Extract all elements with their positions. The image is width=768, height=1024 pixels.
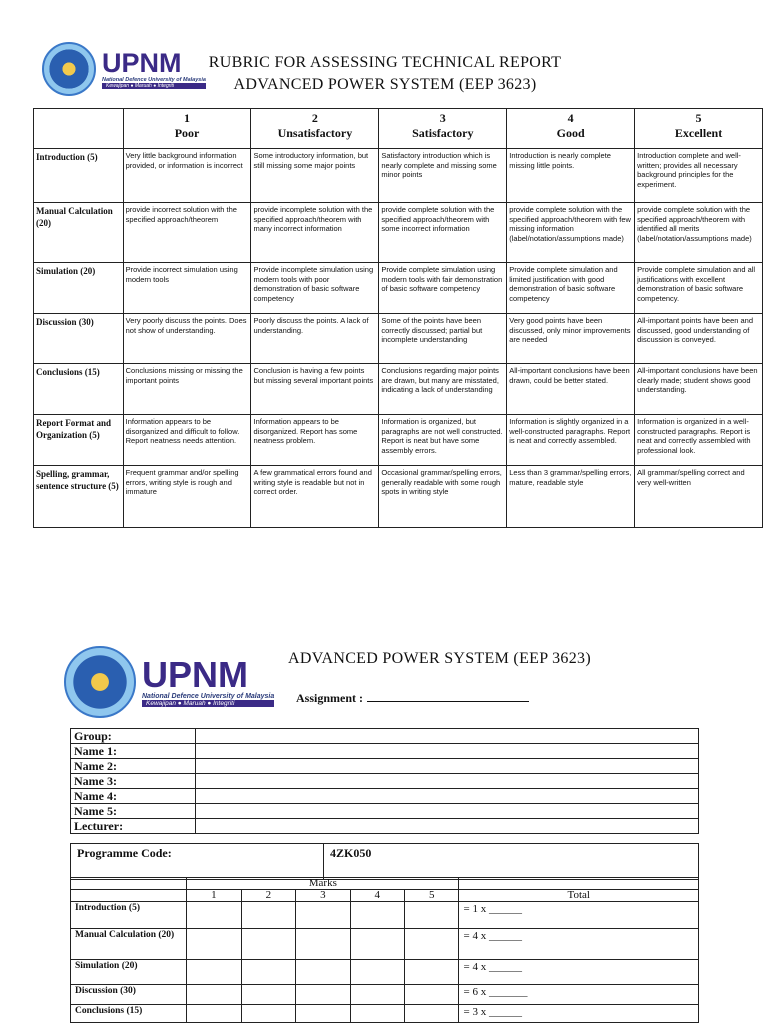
- score-cell[interactable]: [405, 929, 459, 960]
- logo-tagline: Kewajipan ● Maruah ● Integriti: [142, 700, 274, 707]
- upnm-logo-bottom: [64, 646, 274, 718]
- name-row: [71, 819, 699, 834]
- rubric-cell: provide complete solution with the specified approach/theorem with few missing information (label/notation/assumptions made): [507, 203, 635, 263]
- rubric-cell: Introduction is nearly complete missing little points.: [507, 149, 635, 203]
- score-cell[interactable]: [241, 985, 295, 1005]
- name-row: [71, 804, 699, 819]
- marks-criterion: Simulation (20): [71, 960, 187, 985]
- rubric-cell: Information is organized in a well-constructed paragraphs. Report is neat and correctly assembled with professional look.: [635, 415, 763, 466]
- rubric-cell: provide incorrect solution with the specified approach/theorem: [123, 203, 251, 263]
- score-cell[interactable]: [296, 985, 350, 1005]
- score-cell[interactable]: [350, 902, 404, 929]
- criterion-label: Discussion (30): [34, 314, 124, 364]
- logo-tagline: Kewajipan ● Maruah ● Integriti: [102, 83, 206, 89]
- rubric-header-row: [34, 109, 763, 149]
- score-header: 1: [187, 890, 241, 902]
- marks-score-row: [71, 890, 699, 902]
- score-cell[interactable]: [241, 1005, 295, 1023]
- name-input-cell[interactable]: [196, 774, 699, 789]
- marks-row: [71, 985, 699, 1005]
- assignment-label: Assignment :: [296, 691, 364, 705]
- name-label: Name 1:: [71, 744, 196, 759]
- rubric-cell: Some introductory information, but still missing some major points: [251, 149, 379, 203]
- score-cell[interactable]: [296, 902, 350, 929]
- name-label: Name 3:: [71, 774, 196, 789]
- name-row: [71, 744, 699, 759]
- level-header: 3 Satisfactory: [379, 109, 507, 149]
- rubric-row: [34, 364, 763, 415]
- rubric-cell: Very little background information provided, or information is incorrect: [123, 149, 251, 203]
- marks-table: [70, 877, 699, 1023]
- score-cell[interactable]: [405, 985, 459, 1005]
- assignment-field: [296, 690, 529, 706]
- group-names-table: [70, 728, 699, 834]
- name-row: [71, 774, 699, 789]
- rubric-cell: Less than 3 grammar/spelling errors, mature, readable style: [507, 466, 635, 528]
- programme-code-label: Programme Code:: [71, 844, 324, 880]
- score-cell[interactable]: [405, 960, 459, 985]
- name-row: [71, 759, 699, 774]
- marks-criterion: Introduction (5): [71, 902, 187, 929]
- score-header: 5: [405, 890, 459, 902]
- rubric-cell: Conclusion is having a few points but missing several important points: [251, 364, 379, 415]
- logo-name: UPNM: [102, 47, 182, 78]
- rubric-cell: Information is slightly organized in a well-constructed paragraphs. Report is neat and correctly assembled.: [507, 415, 635, 466]
- upnm-logo-top: [42, 42, 206, 96]
- marks-criterion: Discussion (30): [71, 985, 187, 1005]
- name-input-cell[interactable]: [196, 789, 699, 804]
- rubric-cell: Information appears to be disorganized. Report has some neatness problem.: [251, 415, 379, 466]
- form-title: ADVANCED POWER SYSTEM (EEP 3623): [288, 650, 591, 667]
- rubric-title-line2: ADVANCED POWER SYSTEM (EEP 3623): [233, 76, 537, 93]
- total-spacer: [459, 878, 699, 890]
- level-header: 4 Good: [507, 109, 635, 149]
- total-formula: = 6 x _______: [459, 985, 699, 1005]
- rubric-cell: All-important conclusions have been drawn, could be better stated.: [507, 364, 635, 415]
- rubric-row: [34, 263, 763, 314]
- rubric-cell: Conclusions missing or missing the important points: [123, 364, 251, 415]
- score-cell[interactable]: [241, 929, 295, 960]
- logo-name: UPNM: [142, 654, 248, 695]
- rubric-cell: Poorly discuss the points. A lack of understanding.: [251, 314, 379, 364]
- score-cell[interactable]: [187, 960, 241, 985]
- university-seal-icon: [64, 646, 136, 718]
- criterion-label: Introduction (5): [34, 149, 124, 203]
- name-input-cell[interactable]: [196, 759, 699, 774]
- criterion-label: Simulation (20): [34, 263, 124, 314]
- score-cell[interactable]: [350, 1005, 404, 1023]
- level-header: 2 Unsatisfactory: [251, 109, 379, 149]
- rubric-cell: provide complete solution with the specified approach/theorem with some incorrect information: [379, 203, 507, 263]
- rubric-cell: All grammar/spelling correct and very well-written: [635, 466, 763, 528]
- rubric-row: [34, 149, 763, 203]
- score-cell[interactable]: [405, 902, 459, 929]
- rubric-cell: Provide incorrect simulation using modern tools: [123, 263, 251, 314]
- name-label: Name 4:: [71, 789, 196, 804]
- name-input-cell[interactable]: [196, 819, 699, 834]
- rubric-cell: Provide complete simulation and all justifications with excellent demonstration of basic software competency.: [635, 263, 763, 314]
- criterion-label: Manual Calculation (20): [34, 203, 124, 263]
- marks-corner: [71, 878, 187, 890]
- score-cell[interactable]: [241, 960, 295, 985]
- score-header: 3: [296, 890, 350, 902]
- rubric-corner: [34, 109, 124, 149]
- criterion-label: Spelling, grammar, sentence structure (5): [34, 466, 124, 528]
- rubric-cell: Provide complete simulation and limited justification with good demonstration of basic software competency: [507, 263, 635, 314]
- criterion-label: Conclusions (15): [34, 364, 124, 415]
- score-cell[interactable]: [296, 960, 350, 985]
- score-cell[interactable]: [187, 1005, 241, 1023]
- name-input-cell[interactable]: [196, 729, 699, 744]
- rubric-cell: A few grammatical errors found and writing style is readable but not in correct order.: [251, 466, 379, 528]
- marks-criterion: Manual Calculation (20): [71, 929, 187, 960]
- rubric-title-line1: RUBRIC FOR ASSESSING TECHNICAL REPORT: [208, 54, 562, 71]
- assignment-blank[interactable]: [367, 690, 529, 702]
- rubric-cell: Provide complete simulation using modern tools with fair demonstration of basic software competency: [379, 263, 507, 314]
- rubric-cell: Provide incomplete simulation using modern tools with poor demonstration of basic software competency: [251, 263, 379, 314]
- score-header: 4: [350, 890, 404, 902]
- score-cell[interactable]: [350, 960, 404, 985]
- level-header: 5 Excellent: [635, 109, 763, 149]
- marks-row: [71, 1005, 699, 1023]
- rubric-cell: All-important points have been and discussed, good understanding of discussion is conveyed.: [635, 314, 763, 364]
- name-input-cell[interactable]: [196, 804, 699, 819]
- score-header: 2: [241, 890, 295, 902]
- total-formula: = 4 x ______: [459, 929, 699, 960]
- marks-criterion: Conclusions (15): [71, 1005, 187, 1023]
- score-cell[interactable]: [187, 902, 241, 929]
- rubric-row: [34, 314, 763, 364]
- score-cell[interactable]: [187, 929, 241, 960]
- total-formula: = 4 x ______: [459, 960, 699, 985]
- score-cell[interactable]: [405, 1005, 459, 1023]
- programme-code-value: 4ZK050: [324, 844, 699, 880]
- rubric-cell: Information appears to be disorganized and difficult to follow. Report neatness needs attention.: [123, 415, 251, 466]
- rubric-row: [34, 415, 763, 466]
- rubric-cell: Very poorly discuss the points. Does not show of understanding.: [123, 314, 251, 364]
- rubric-cell: All-important conclusions have been clearly made; student shows good understanding.: [635, 364, 763, 415]
- score-cell[interactable]: [350, 929, 404, 960]
- university-seal-icon: [42, 42, 96, 96]
- name-input-cell[interactable]: [196, 744, 699, 759]
- rubric-title: [190, 52, 580, 96]
- logo-subtitle: National Defence University of Malaysia: [102, 76, 206, 83]
- name-row: [71, 789, 699, 804]
- marks-corner: [71, 890, 187, 902]
- score-cell[interactable]: [296, 1005, 350, 1023]
- rubric-cell: provide complete solution with the specified approach/theorem with identified all merits (label/notation/assumptions made): [635, 203, 763, 263]
- rubric-cell: Very good points have been discussed, only minor improvements are needed: [507, 314, 635, 364]
- name-label: Name 2:: [71, 759, 196, 774]
- rubric-cell: Satisfactory introduction which is nearly complete and missing some minor points: [379, 149, 507, 203]
- score-cell[interactable]: [241, 902, 295, 929]
- rubric-row: [34, 203, 763, 263]
- score-cell[interactable]: [350, 985, 404, 1005]
- rubric-cell: Information is organized, but paragraphs are not well constructed. Report is neat but have some assembly errors.: [379, 415, 507, 466]
- rubric-cell: Conclusions regarding major points are drawn, but many are misstated, indicating a lack of understanding: [379, 364, 507, 415]
- name-label: Group:: [71, 729, 196, 744]
- score-cell[interactable]: [296, 929, 350, 960]
- rubric-cell: Introduction complete and well-written; provides all necessary background principles for the experiment.: [635, 149, 763, 203]
- marks-row: [71, 902, 699, 929]
- rubric-cell: Some of the points have been correctly discussed; partial but incomplete understanding: [379, 314, 507, 364]
- rubric-cell: Occasional grammar/spelling errors, generally readable with some rough spots in writing style: [379, 466, 507, 528]
- programme-code-table: [70, 843, 699, 880]
- total-formula: = 3 x ______: [459, 1005, 699, 1023]
- rubric-row: [34, 466, 763, 528]
- total-header: Total: [459, 890, 699, 902]
- criterion-label: Report Format and Organization (5): [34, 415, 124, 466]
- marks-header: Marks: [187, 878, 459, 890]
- marks-row: [71, 929, 699, 960]
- marks-header-row: [71, 878, 699, 890]
- name-label: Lecturer:: [71, 819, 196, 834]
- rubric-cell: provide incomplete solution with the specified approach/theorem with many incorrect information: [251, 203, 379, 263]
- rubric-table: [33, 108, 763, 528]
- rubric-cell: Frequent grammar and/or spelling errors, writing style is rough and immature: [123, 466, 251, 528]
- level-header: 1 Poor: [123, 109, 251, 149]
- marks-row: [71, 960, 699, 985]
- score-cell[interactable]: [187, 985, 241, 1005]
- name-row: [71, 729, 699, 744]
- logo-subtitle: National Defence University of Malaysia: [142, 693, 275, 700]
- name-label: Name 5:: [71, 804, 196, 819]
- total-formula: = 1 x ______: [459, 902, 699, 929]
